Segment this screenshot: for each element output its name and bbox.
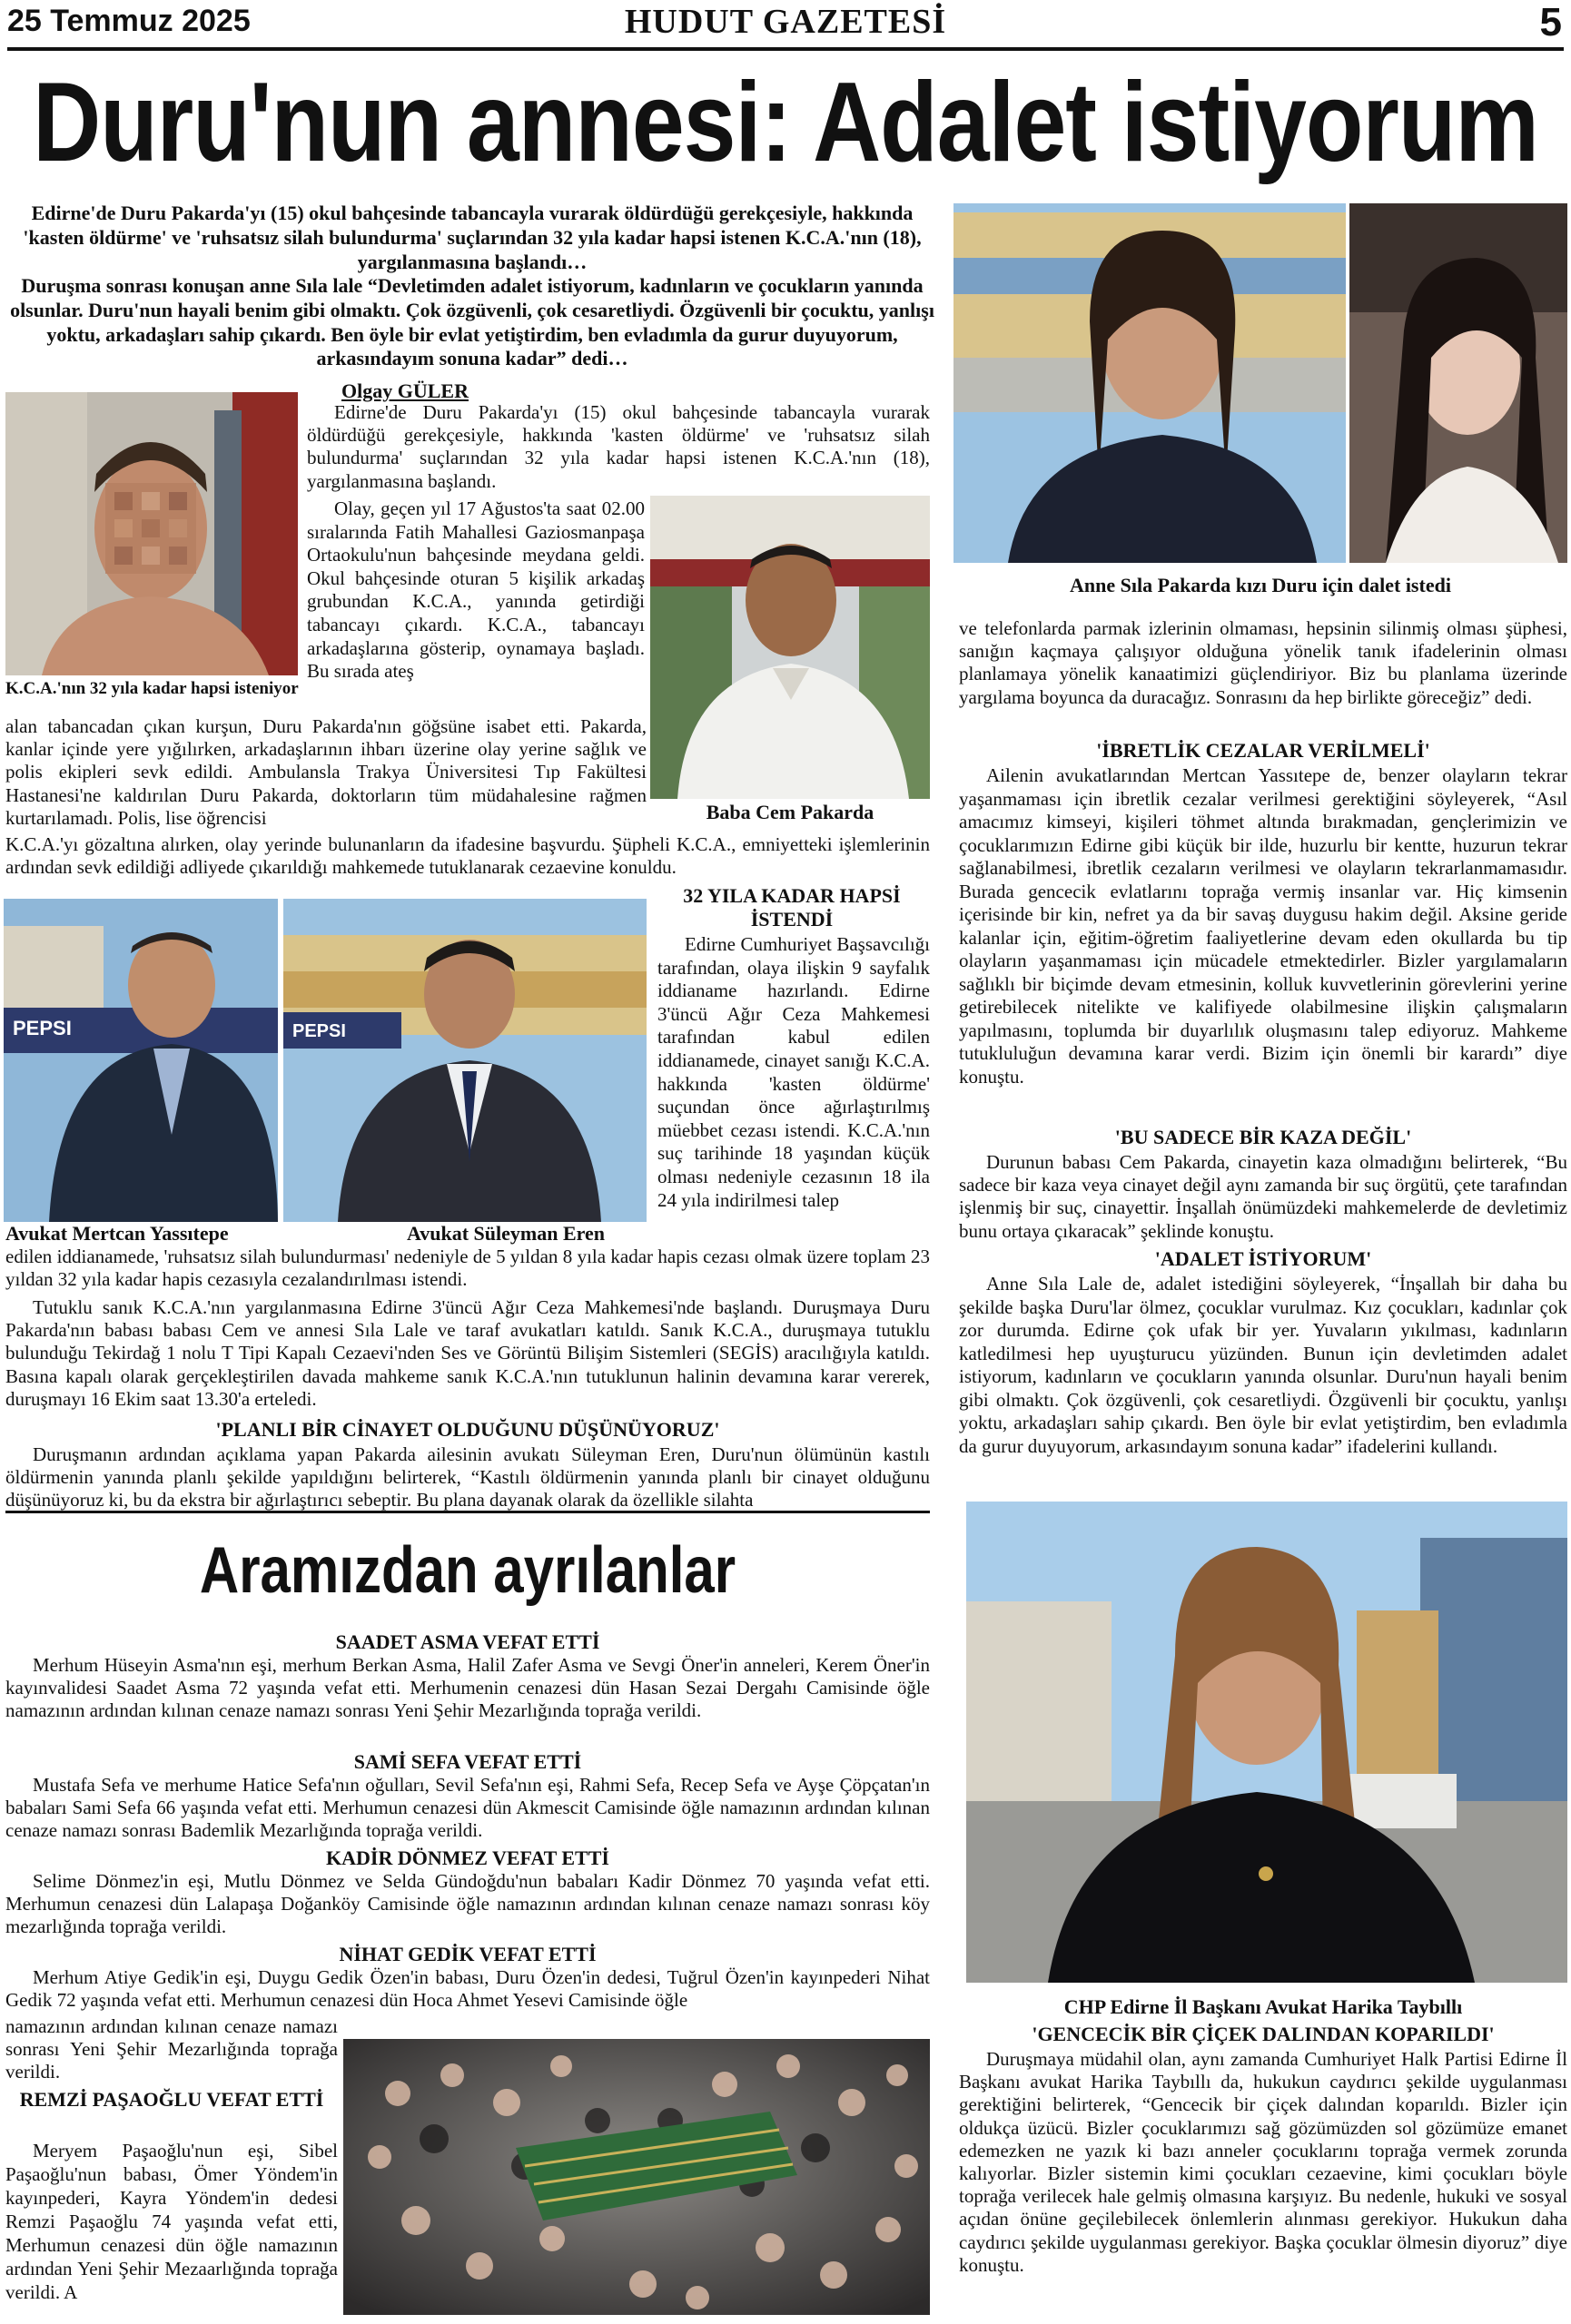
right-p1: ve telefonlarda parmak izlerinin olmaması, hepsinin silinmiş olması şüphesi, sanığın kaçmaya çalışıyor olduğuna yönelik tanık ifadelerinin olması planlamaya yönelik kanaatimizi güçlendiriyor. Biz bu planlama üzerinde yargılama boyunca da duracağız. Sonrasını da hep birlikte göreceğiz” dedi.: [959, 617, 1567, 708]
article-p8: Duruşmanın ardından açıklama yapan Pakarda ailesinin avukatı Süleyman Eren, Duru'nun ölümünün kastılı öldürmenin yanında planlı şekilde yapıldığını belirterek, “Kastılı öldürmenin yanında planlı bir cinayet olduğunu düşünüyoruz ki, bu da ekstra bir ağırlaştırıcı sebeptir. Bu plana dayanak olarak da özellikle silahta: [5, 1443, 930, 1512]
article-p1: Edirne'de Duru Pakarda'yı (15) okul bahçesinde tabancayla vurarak öldürdüğü gerekçesiyle, hakkında 'kasten öldürme' ve 'ruhsatsız silah bulundurma' suçlarından 32 yıla kadar hapsi istenen K.C.A.'nın (18), yargılanmasına başlandı.: [307, 401, 930, 492]
article-p4: K.C.A.'yı gözaltına alırken, olay yerinde bulunanların da ifadesine başvurdu. Şüpheli K.C.A., emniyetteki işlemlerinin ardından sevk edildiği adliyede çıkarıldığı mahkemede tutuklanarak cezaevine konuldu.: [5, 833, 930, 879]
article-p6: edilen iddianamede, 'ruhsatsız silah bulundurması' nedeniyle de 5 yıldan 8 yıla kadar hapis cezası olmak üzere toplam 23 yıldan 32 yıla kadar hapis cezasıyla cezalandırılması istendi.: [5, 1246, 930, 1291]
subhead-32-years: 32 YILA KADAR HAPSİ İSTENDİ: [683, 884, 901, 931]
duru-photo: [1349, 203, 1567, 563]
page-number: 5: [1539, 0, 1562, 44]
obituaries-title: Aramızdan ayrılanlar: [199, 1533, 736, 1607]
subhead-exemplary: 'İBRETLİK CEZALAR VERİLMELİ': [1096, 739, 1430, 762]
caption-mother: Anne Sıla Pakarda kızı Duru için dalet istedi: [1070, 574, 1451, 596]
obit-5-title: REMZİ PAŞAOĞLU VEFAT ETTİ: [19, 2088, 324, 2111]
caption-suleyman: Avukat Süleyman Eren: [407, 1222, 606, 1245]
section-divider: [5, 1511, 930, 1513]
right-p2: Ailenin avukatlarından Mertcan Yassıtepe de, benzer olayların tekrar yaşanmaması için ibretlik cezalar verilmesi gerektiğini söyleyerek, “Asıl amacımız kimseyi, kişileri töhmet altında bırakmadan, gençlerimizin ve çocuklarımızın Edirne gibi küçük bir ilde, huzurlu bir kentte, huzurun tekrar sağlanabilmesi, ibretlik cezaların verilmesi ve olayların tekrarlanmamasıdır. Burada gencecik evlatlarını toprağa vermiş insanlar var. Hiç kimsenin içerisinde bir kin, nefret ya da bir savaş duygusu hakim değil. Aksine geride kalanlar için, eğitim-öğretim faaliyetlerine devam eden okullarda bu tip olayların yaşanmaması için mücadele etmektedirler. Bizler yargılamaların sağlıklı bir biçimde devam etmesinin, kolluk kuvvetlerinin görevlerini yerine getirebilecek nitelikte ve kalifiyede olabilmesine ilişkin çalışmaların yapılmasını, toplumda bir duyarlılık oluşmasını talep ediyoruz. Mahkeme tutukluluğun devamına karar verdi. Bizim için önemli bir karardı” diye konuştu.: [959, 764, 1567, 1088]
subhead-flower: 'GENCECİK BİR ÇİÇEK DALINDAN KOPARILDI': [1032, 2023, 1495, 2045]
caption-mertcan: Avukat Mertcan Yassıtepe: [5, 1222, 229, 1245]
byline: Olgay GÜLER: [341, 379, 469, 402]
issue-date: 25 Temmuz 2025: [7, 4, 251, 38]
lead-paragraph-2: Duruşma sonrası konuşan anne Sıla lale “Devletimden adalet istiyorum, kadınların ve çocukların yanında olsunlar. Duru'nun hayali benim gibi olmaktı. Çok özgüvenli, çok cesaretliydi. Özgüvenli bir çocuktu, yanlışı yoktu, arkadaşları sahip çıkardı. Ben öyle bir evlat yetiştirdim, ben evladımla da gurur duyuyorum, arkasındayım sonuna kadar” dedi…: [10, 274, 934, 370]
obit-4-title: NİHAT GEDİK VEFAT ETTİ: [339, 1943, 597, 1965]
obit-3-title: KADİR DÖNMEZ VEFAT ETTİ: [326, 1846, 609, 1869]
header-rule: [7, 47, 1564, 51]
article-p2: Olay, geçen yıl 17 Ağustos'ta saat 02.00 sıralarında Fatih Mahallesi Gaziosmanpaşa Ortaokulu'nun bahçesinde meydana geldi. Okul bahçesinde oturan 5 kişilik arkadaş grubundan K.C.A., yanında getirdiği tabancayı çıkardı. K.C.A., tabancayı arkadaşlarına gösterip, oynamaya başladı. Bu sırada ateş: [307, 497, 645, 683]
subhead-justice: 'ADALET İSTİYORUM': [1154, 1247, 1372, 1270]
harika-photo: [966, 1502, 1567, 1983]
obit-2-title: SAMİ SEFA VEFAT ETTİ: [353, 1750, 582, 1773]
funeral-photo: [343, 2039, 930, 2315]
suspect-photo: [5, 392, 298, 675]
article-p5: Edirne Cumhuriyet Başsavcılığı tarafından, olaya ilişkin 9 sayfalık iddianame hazırlandı. Edirne 3'üncü Ağır Ceza Mahkemesi tarafından kabul edilen iddianamede, cinayet sanığı K.C.A. hakkında 'kasten öldürme' suçundan önce ağırlaştırılmış müebbet cezası istendi. K.C.A.'nın suç tarihinde 18 yaşından küçük olması nedeniyle cezasının 18 ila 24 yıla indirilmesi talep: [657, 933, 930, 1211]
obit-5-text: Meryem Paşaoğlu'nun eşi, Sibel Paşaoğlu'nun babası, Ömer Yöndem'in kayınpederi, Kayra Yöndem'in dedesi Remzi Paşaoğlu 74 yaşında vefat etti, Merhumun cenazesi dün öğle namazının ardından Yeni Şehir Mezaarlığında toprağa verildi. A: [5, 2140, 338, 2304]
lead-paragraph-1: Edirne'de Duru Pakarda'yı (15) okul bahçesinde tabancayla vurarak öldürdüğü gerekçesiyle, hakkında 'kasten öldürme' ve 'ruhsatsız silah bulundurma' suçlarından 32 yıla kadar hapsi istenen K.C.A.'nın (18), yargılanmasına başlandı…: [23, 202, 922, 273]
headline: Duru'nun annesi: Adalet istiyorum: [33, 59, 1538, 186]
pepsi-sign-1: PEPSI: [13, 1017, 72, 1039]
right-p5: Duruşmaya müdahil olan, aynı zamanda Cumhuriyet Halk Partisi Edirne İl Başkanı avukat Harika Taybıllı da, hukukun caydırıcı şekilde uygulanması gerektiğini belirterek, “Gencecik bir çiçek dalından koparıldı. Bizler için oldukça üzücü. Bizler çocuklarımızı sağ gözümüzden sol gözümüze emanet edemezken ne yazık ki bazı anneler çocuklarını toprağa vermek zorunda kalıyorlar. Bizler sistemin kimi çocukları cezaevine, kimi çocukları böyle toprağa verilecek hale gelmiş olmasına karşıyız. Bu nedenle, hukuki ve sosyal açıdan önüne geçilebilecek önlemlerin alınması gerekiyor. Hukukun daha caydırıcı şekilde uygulanması gerekiyor. Başka çocuklar ölmesin diyoruz” diye konuştu.: [959, 2048, 1567, 2276]
obit-2-text: Mustafa Sefa ve merhume Hatice Sefa'nın oğulları, Sevil Sefa'nın eşi, Rahmi Sefa, Recep Sefa ve Ayşe Çöpçatan'ın babaları Sami Sefa 66 yaşında vefat etti. Merhumun cenazesi dün Akmescit Camisinde öğle namazının ardından kılınan cenaze namazı sonrası Bademlik Mezarlığında toprağa verildi.: [5, 1774, 930, 1842]
newspaper-name: HUDUT GAZETESİ: [624, 3, 947, 41]
subhead-planned-murder: 'PLANLI BİR CİNAYET OLDUĞUNU DÜŞÜNÜYORUZ': [215, 1418, 720, 1441]
caption-suspect: K.C.A.'nın 32 yıla kadar hapsi isteniyor: [5, 679, 299, 698]
right-p3: Durunun babası Cem Pakarda, cinayetin kaza olmadığını belirterek, “Bu sadece bir kaza veya cinayet değil aynı zamanda bir suç örgütü, çete tarafından işlenmiş bir suç, cinayettir. İnşallah önümüzdeki mahkemelerde de devletimiz bunu ortaya çıkaracak” şeklinde konuştu.: [959, 1151, 1567, 1242]
lawyer-mertcan-photo: [4, 899, 278, 1222]
caption-father: Baba Cem Pakarda: [706, 801, 874, 823]
subhead-not-accident: 'BU SADECE BİR KAZA DEĞİL': [1114, 1126, 1412, 1148]
mother-photo: [953, 203, 1346, 563]
article-p7: Tutuklu sanık K.C.A.'nın yargılanmasına Edirne 3'üncü Ağır Ceza Mahkemesi'nde başlandı. Duruşmaya Duru Pakarda'nın babası babası Cem ve annesi Sıla Lale ve taraf avukatları katıldı. Sanık K.C.A., duruşmaya tutuklu bulunduğu Tekirdağ 1 nolu T Tipi Kapalı Cezaevi'nden Ses ve Görüntü Bilişim Sistemleri (SEGİS) aracılığıyla katıldı. Basına kapalı olarak gerçekleştirilen davada mahkeme sanık K.C.A.'nın tutuklunun halinin devamına karar vererek, duruşmayı 16 Ekim saat 13.30'a erteledi.: [5, 1296, 930, 1410]
lawyer-suleyman-photo: [283, 899, 647, 1222]
father-photo: [650, 496, 930, 799]
obit-4-text-a: Merhum Atiye Gedik'in eşi, Duygu Gedik Özen'in babası, Duru Özen'in dedesi, Tuğrul Özen'in kayınpederi Nihat Gedik 72 yaşında vefat etti. Merhumun cenazesi dün Hoca Ahmet Yesevi Camisinde öğle: [5, 1966, 930, 2012]
obit-3-text: Selime Dönmez'in eşi, Mutlu Dönmez ve Selda Gündoğdu'nun babaları Kadir Dönmez 70 yaşında vefat etti. Merhumun cenazesi dün Lalapaşa Doğanköy Camisinde öğle namazının ardından kılınan cenaze namazı sonrası köy mezarlığında toprağa verildi.: [5, 1870, 930, 1938]
obit-1-text: Merhum Hüseyin Asma'nın eşi, merhum Berkan Asma, Halil Zafer Asma ve Sevgi Öner'in anneleri, Kerem Öner'in kayınvalidesi Saadet Asma 72 yaşında vefat etti. Merhumenin cenazesi dün Hasan Sezai Dergahı Camisinde öğle namazının ardından kılınan cenaze namazı sonrası Yeni Şehir Mezarlığında toprağa verildi.: [5, 1654, 930, 1722]
article-p3: alan tabancadan çıkan kurşun, Duru Pakarda'nın göğsüne isabet etti. Pakarda, kanlar içinde yere yığılırken, arkadaşlarının ihbarı üzerine olay yerine sağlık ve polis ekipleri sevk edildi. Ambulansla Trakya Üniversitesi Tıp Fakültesi Hastanesi'ne kaldırılan Duru Pakarda, doktorların tüm müdahalesine rağmen kurtarılamadı. Polis, lise öğrencisi: [5, 715, 647, 829]
obit-4-text-b: namazının ardından kılınan cenaze namazı sonrası Yeni Şehir Mezarlığında toprağa verildi.: [5, 2015, 338, 2083]
caption-harika: CHP Edirne İl Başkanı Avukat Harika Taybıllı: [1063, 1995, 1463, 2018]
right-p4: Anne Sıla Lale de, adalet istediğini söyleyerek, “İnşallah bir daha bu şekilde başka Duru'lar ölmez, çocuklar vurulmaz. Kız çocukları, kadınlar çok zor durumda. Edirne çok ufak bir yer. Yuvaların yıkılması, kadınların katledilmesi hep uyuşturucu yüzünden. Bunun için devletimden adalet istiyorum, kadınların ve çocukların yanında olsunlar. Duru'nun hayali benim gibi olmaktı. Çok özgüvenli, çok cesaretliydi. Özgüvenli bir çocuktu, yanlışı yoktu, arkadaşları sahip çıkardı. Ben öyle bir evlat yetiştirdim, ben evladımla da gurur duyuyorum, arkasındayım sonuna kadar” ifadelerini kullandı.: [959, 1273, 1567, 1457]
obit-1-title: SAADET ASMA VEFAT ETTİ: [335, 1630, 600, 1653]
pepsi-sign-2: PEPSI: [292, 1021, 346, 1041]
